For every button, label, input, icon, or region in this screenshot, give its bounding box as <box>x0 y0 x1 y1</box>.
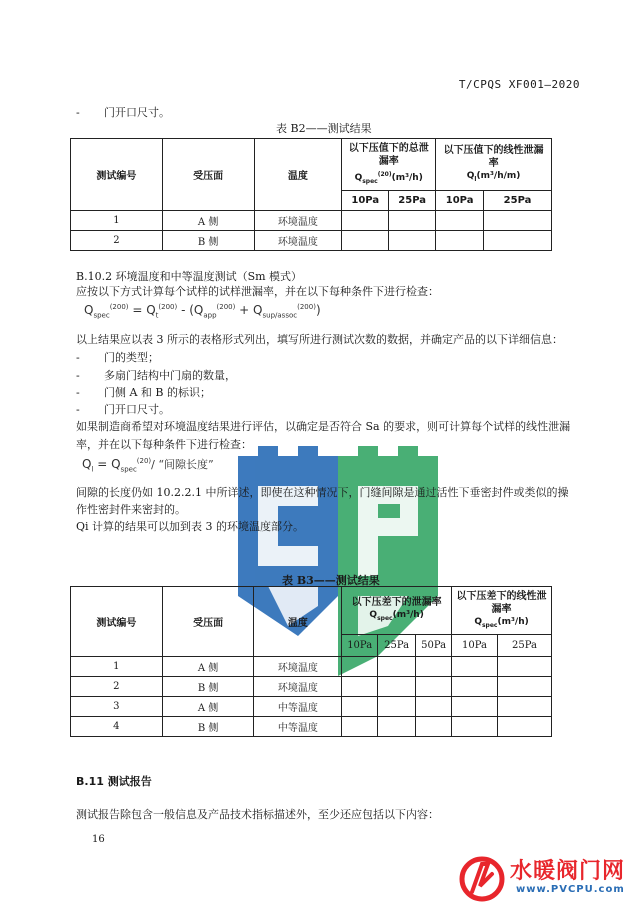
table-row <box>71 697 552 717</box>
col-group-leakage: 以下压差下的泄漏率 $Q_{spec}(m^3/h)$ <box>342 587 452 635</box>
cell: 环境温度 <box>254 657 342 677</box>
paragraph: 应按以下方式计算每个试样的试样泄漏率，并在以下每种条件下进行检查： <box>76 285 439 298</box>
paragraph: 测试报告除包含一般信息及产品技术指标描述外，至少还应包括以下内容： <box>76 808 439 821</box>
paragraph: 间隙的长度仍如 10.2.2.1 中所详述，即使在这种情况下，门缝间隙是通过活性下垂密封件或类似的操 <box>76 486 569 499</box>
cell: 1 <box>71 211 163 231</box>
table-row <box>71 717 552 737</box>
bullet-item: - 门开口尺寸。 <box>76 403 170 416</box>
paragraph: 以上结果应以表 3 所示的表格形式列出，填写所进行测试次数的数据，并确定产品的以下详细信息： <box>76 333 563 346</box>
col-pressure: 10Pa <box>342 191 389 211</box>
cell: B 侧 <box>162 231 254 251</box>
bullet-item: - 门开口尺寸。 <box>76 106 170 119</box>
table-row <box>71 657 552 677</box>
cell: 2 <box>71 677 163 697</box>
col-test-no: 测试编号 <box>71 587 163 657</box>
cell: 中等温度 <box>254 717 342 737</box>
brand-logo <box>456 852 640 906</box>
bullet-item: - 门侧 A 和 B 的标识； <box>76 386 212 399</box>
table-row <box>71 231 552 251</box>
page-number: 16 <box>92 834 105 845</box>
col-pressure: 25Pa <box>389 191 436 211</box>
paragraph: 如果制造商希望对环境温度结果进行评估，以确定是否符合 Sa 的要求，则可计算每个试样的线性泄漏 <box>76 420 571 433</box>
col-test-no: 测试编号 <box>71 139 163 211</box>
col-pressure: 10Pa <box>342 635 378 657</box>
section-heading-b11: B.11 测试报告 <box>76 775 152 788</box>
cell: B 侧 <box>162 677 254 697</box>
cell: 1 <box>71 657 163 677</box>
cell: 3 <box>71 697 163 717</box>
cell: 2 <box>71 231 163 251</box>
table-b2 <box>70 138 552 251</box>
table-row <box>71 211 552 231</box>
col-group-linear-leakage: 以下压差下的线性泄漏率 $Q_{spec}(m^3/h)$ <box>452 587 552 635</box>
col-temp: 温度 <box>254 587 342 657</box>
cell: B 侧 <box>162 717 254 737</box>
col-pressure: 10Pa <box>436 191 484 211</box>
table-row <box>71 677 552 697</box>
col-pressure: 25Pa <box>484 191 552 211</box>
paragraph: 率，并在以下每种条件下进行检查： <box>76 438 252 451</box>
section-heading: B.10.2 环境温度和中等温度测试（Sm 模式） <box>76 270 303 283</box>
table-b3 <box>70 586 552 737</box>
cell: A 侧 <box>162 697 254 717</box>
col-face: 受压面 <box>162 587 254 657</box>
col-group-total-leakage: 以下压值下的总泄漏率 $Q_{spec}^{(20)}(m^3/h)$ <box>342 139 436 191</box>
cell: 4 <box>71 717 163 737</box>
cell: A 侧 <box>162 657 254 677</box>
bullet-item: - 门的类型； <box>76 351 159 364</box>
cell: 环境温度 <box>254 677 342 697</box>
document-code: T/CPQS XF001—2020 <box>458 78 580 91</box>
formula-linear-leakage: $Q_l = Q_{spec}^{(20)}/$ “间隙长度” <box>82 457 214 474</box>
table-b3-caption: 表 B3——测试结果 <box>282 574 380 587</box>
cell: A 侧 <box>162 211 254 231</box>
col-temp: 温度 <box>254 139 342 211</box>
paragraph: Qi 计算的结果可以加到表 3 的环境温度部分。 <box>76 520 305 533</box>
brand-url[interactable]: www.PVCPU.com <box>516 884 625 895</box>
paragraph: 作性密封件来密封的。 <box>76 503 186 516</box>
formula-specimen-leakage: $Q_{spec}^{(200)} = Q_t^{(200)} - (Q_{app}^{(200)} + Q_{sup/assoc}^{(200)})$ <box>84 303 321 320</box>
col-pressure: 25Pa <box>378 635 416 657</box>
cell: 中等温度 <box>254 697 342 717</box>
brand-name: 水暖阀门网 <box>510 859 626 884</box>
table-b2-caption: 表 B2——测试结果 <box>276 122 372 135</box>
cell: 环境温度 <box>254 211 342 231</box>
bullet-item: - 多扇门结构中门扇的数量， <box>76 369 236 382</box>
col-pressure: 50Pa <box>416 635 452 657</box>
col-group-linear-leakage: 以下压值下的线性泄漏率 $Q_l(m^3/h/m)$ <box>436 139 552 191</box>
col-face: 受压面 <box>162 139 254 211</box>
cell: 环境温度 <box>254 231 342 251</box>
col-pressure: 25Pa <box>498 635 552 657</box>
col-pressure: 10Pa <box>452 635 498 657</box>
brand-emblem-icon <box>458 854 506 904</box>
